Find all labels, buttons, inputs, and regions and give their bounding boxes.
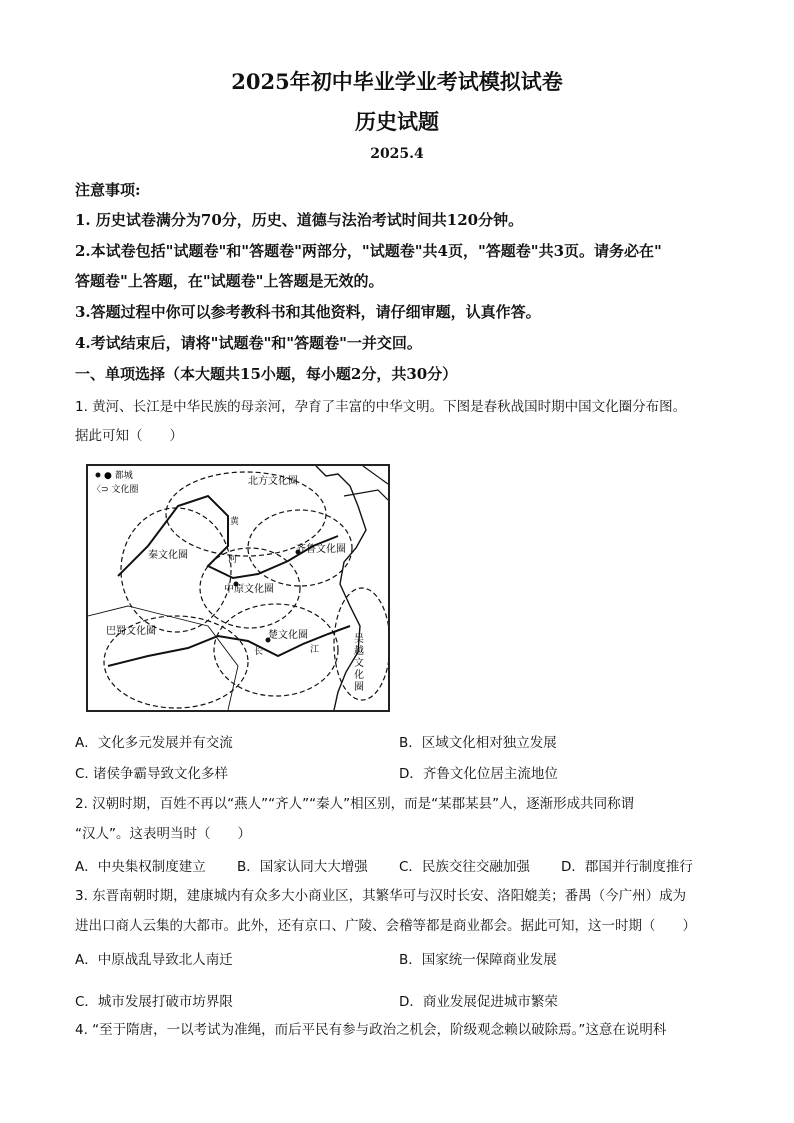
q3-stem-line2: 进出口商人云集的大都市。此外，还有京口、广陵、会稽等都是商业都会。据此可知，这一时期（ ） [75,918,696,934]
svg-text:圈: 圈 [354,682,364,693]
q1-stem-line1: 1. 黄河、长江是中华民族的母亲河，孕育了丰富的中华文明。下图是春秋战国时期中国文化圈分布图。 [75,399,687,415]
label-north: 北方文化圈 [248,476,298,487]
label-wuyue [354,633,364,693]
notice-heading: 注意事项: [75,181,141,199]
q2-option-c[interactable]: C．民族交往交融加强 [399,859,530,875]
exam-title: 2025年初中毕业学业考试模拟试卷 [231,69,563,94]
yellow-river [118,496,338,578]
legend-capital: ● 都城 [104,471,133,481]
q4-stem-line1: 4. “至于隋唐，一以考试为准绳，而后平民有参与政治之机会，阶级观念赖以破除焉。”这意在说明科 [75,1022,667,1038]
q2-stem-line1: 2. 汉朝时期，百姓不再以“燕人”“齐人”“秦人”相区别，而是“某郡某县”人，逐渐形成共同称谓 [75,796,635,812]
q3-option-c[interactable]: C．城市发展打破市坊界限 [75,994,233,1010]
circle-chu [214,604,338,696]
exam-date: 2025.4 [370,146,424,162]
svg-text:文: 文 [354,658,364,669]
q2-option-b[interactable]: B．国家认同大大增强 [237,859,368,875]
label-huang: 黄 [230,517,240,527]
capital-legend-icon [96,473,101,478]
svg-text:越: 越 [354,646,364,657]
label-zhongyuan: 中原文化圈 [224,584,274,595]
q2-stem-line2: “汉人”。这表明当时（ ） [75,826,251,842]
notice-item-2: 2.本试卷包括"试题卷"和"答题卷"两部分，"试题卷"共4页，"答题卷"共3页。请务必在" [75,242,662,260]
q1-option-b[interactable]: B．区域文化相对独立发展 [399,735,557,751]
notice-item-2-cont: 答题卷"上答题，在"试题卷"上答题是无效的。 [75,272,384,290]
peninsula-outline [344,490,388,500]
label-qin: 秦文化圈 [148,550,188,561]
label-chu: 楚文化圈 [268,630,308,641]
q1-option-c[interactable]: C. 诸侯争霸导致文化多样 [75,766,229,782]
q3-option-d[interactable]: D．商业发展促进城市繁荣 [399,994,558,1010]
legend-circle: 〈⊃ 文化圈 [92,485,139,495]
culture-circle-map [86,464,390,712]
label-qilu: 齐鲁文化圈 [296,544,346,555]
q3-stem-line1: 3. 东晋南朝时期，建康城内有众多大小商业区，其繁华可与汉时长安、洛阳媲美；番禺（今广州）成为 [75,888,687,904]
label-bashu: 巴蜀文化圈 [106,626,156,637]
label-he: 河 [228,555,238,565]
q1-option-a[interactable]: A．文化多元发展并有交流 [75,735,233,751]
notice-item-3: 3.答题过程中你可以参考教科书和其他资料，请仔细审题，认真作答。 [75,303,541,321]
svg-text:化: 化 [354,670,364,681]
q3-option-b[interactable]: B．国家统一保障商业发展 [399,952,557,968]
northeast-outline [363,466,388,484]
notice-item-4: 4.考试结束后，请将"试题卷"和"答题卷"一并交回。 [75,334,422,352]
notice-item-1: 1. 历史试卷满分为70分，历史、道德与法治考试时间共120分钟。 [75,211,524,229]
q3-option-a[interactable]: A．中原战乱导致北人南迁 [75,952,233,968]
svg-text:吴: 吴 [354,634,364,645]
label-jiang: 江 [310,645,320,655]
exam-subtitle: 历史试题 [355,109,439,134]
q1-option-d[interactable]: D．齐鲁文化位居主流地位 [399,766,558,782]
section-heading: 一、单项选择（本大题共15小题，每小题2分，共30分） [75,365,458,383]
q2-option-d[interactable]: D．郡国并行制度推行 [561,859,693,875]
q1-stem-line2: 据此可知（ ） [75,428,183,444]
q2-option-a[interactable]: A．中央集权制度建立 [75,859,206,875]
label-chang: 长 [254,647,264,657]
